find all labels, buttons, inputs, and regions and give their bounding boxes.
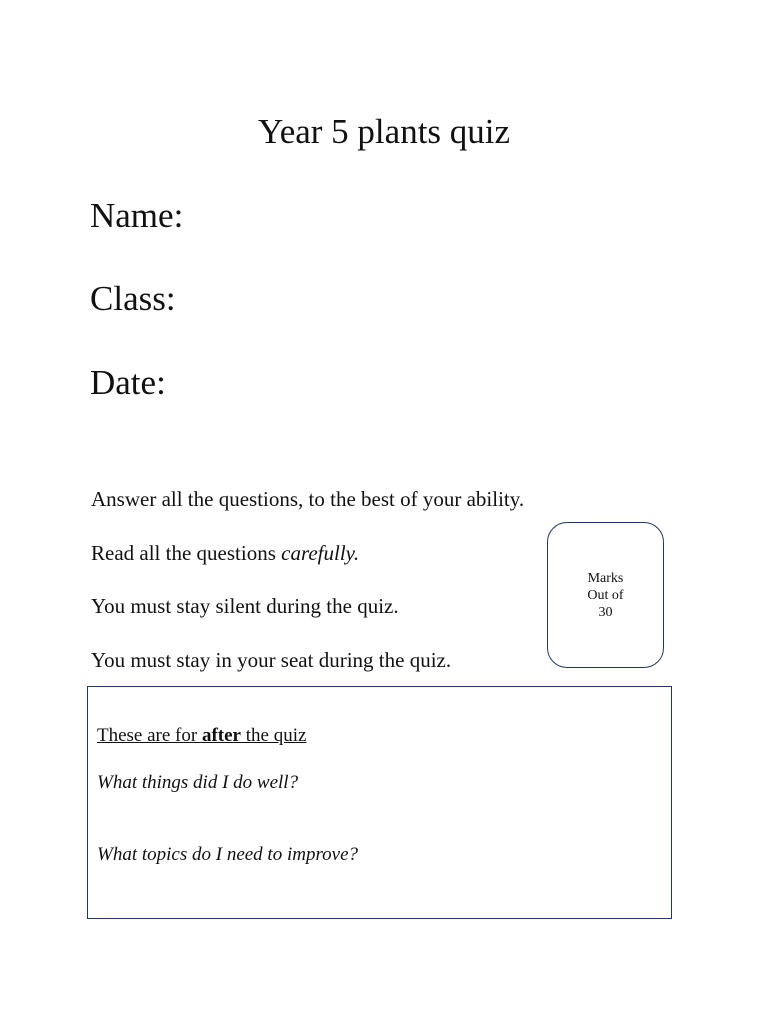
class-field-label: Class: [90, 279, 176, 318]
review-heading-suffix: the quiz [241, 725, 307, 746]
marks-out-of-label: Out of [587, 587, 624, 603]
review-heading-bold: after [201, 725, 241, 746]
instruction-read-text: Read all the questions [91, 541, 282, 565]
review-heading-prefix: These are for [97, 725, 202, 746]
date-field-label: Date: [90, 363, 166, 402]
instruction-answer-all: Answer all the questions, to the best of your ability. [91, 487, 525, 511]
marks-label: Marks [587, 570, 624, 586]
page-title: Year 5 plants quiz [257, 112, 511, 151]
instruction-stay-silent: You must stay silent during the quiz. [91, 594, 399, 618]
instruction-stay-seated: You must stay in your seat during the quiz. [91, 648, 452, 672]
review-heading [97, 724, 306, 748]
review-question-improve: What topics do I need to improve? [97, 844, 359, 865]
name-field-label: Name: [90, 196, 184, 235]
review-question-did-well: What things did I do well? [97, 772, 299, 793]
marks-box [547, 522, 664, 668]
instruction-read-carefully [91, 540, 359, 566]
instruction-emphasis: carefully. [281, 541, 360, 565]
review-box [87, 686, 672, 919]
marks-total: 30 [598, 604, 613, 620]
